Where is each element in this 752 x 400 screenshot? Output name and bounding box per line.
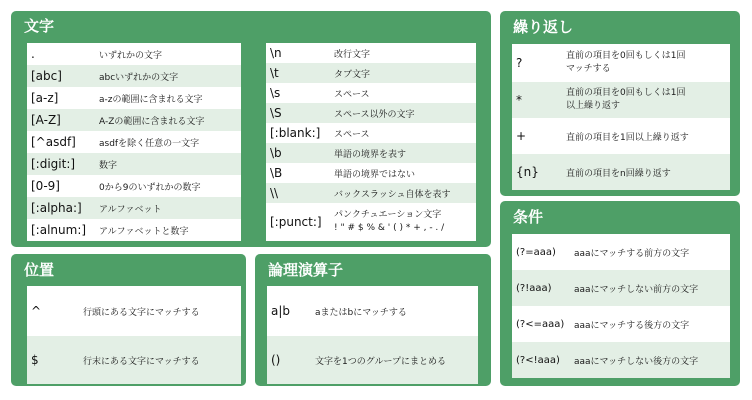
regex-symbol: \B xyxy=(270,166,283,180)
table-row xyxy=(27,153,241,175)
table-row xyxy=(266,103,476,123)
conditions-table xyxy=(512,234,730,378)
regex-symbol: [A-Z] xyxy=(27,109,95,131)
regex-description: aまたはbにマッチする xyxy=(315,307,407,318)
table-row xyxy=(512,270,730,306)
regex-description: a-zの範囲に含まれる文字 xyxy=(99,94,203,105)
table-row xyxy=(27,109,241,131)
table-row xyxy=(27,43,241,65)
position-title: 位置 xyxy=(24,261,55,279)
table-row xyxy=(512,234,730,270)
repetition-panel xyxy=(500,11,740,196)
regex-description: 直前の項目を1回以上繰り返す xyxy=(566,132,689,143)
regex-symbol: [a-z] xyxy=(31,91,59,105)
logic-title: 論理演算子 xyxy=(268,261,344,279)
regex-symbol: \t xyxy=(266,63,330,83)
position-table xyxy=(27,286,241,384)
table-row xyxy=(512,306,730,342)
table-row xyxy=(266,83,476,103)
logic-panel xyxy=(255,254,491,386)
table-row xyxy=(266,203,476,241)
regex-symbol: () xyxy=(267,336,311,384)
regex-symbol: ? xyxy=(516,56,523,70)
regex-description xyxy=(562,82,730,118)
table-row xyxy=(266,183,476,203)
regex-symbol: (?!aaa) xyxy=(512,270,570,306)
table-row xyxy=(267,336,478,384)
position-panel xyxy=(11,254,246,386)
regex-description: 行末にある文字にマッチする xyxy=(79,336,241,384)
table-row xyxy=(27,131,241,153)
regex-symbol: \s xyxy=(270,86,281,100)
regex-description: aaaにマッチしない前方の文字 xyxy=(570,270,730,306)
table-row xyxy=(266,143,476,163)
description-line: マッチする xyxy=(566,64,611,74)
regex-symbol: \b xyxy=(266,143,330,163)
regex-symbol: * xyxy=(512,82,562,118)
regex-symbol: (?<=aaa) xyxy=(516,318,565,330)
conditions-panel xyxy=(500,201,740,386)
regex-symbol: {n} xyxy=(512,154,562,190)
regex-description: いずれかの文字 xyxy=(99,50,163,61)
repetition-table xyxy=(512,44,730,190)
regex-symbol: [:blank:] xyxy=(270,126,321,140)
regex-description: abcいずれかの文字 xyxy=(95,65,241,87)
regex-description: 改行文字 xyxy=(334,49,371,60)
punct-characters: ! " # $ % & ' ( ) * + , - . / xyxy=(334,223,445,233)
regex-symbol: $ xyxy=(27,336,79,384)
regex-description xyxy=(330,203,476,241)
characters-right-table xyxy=(266,43,476,241)
characters-left-table xyxy=(27,43,241,241)
table-row xyxy=(27,65,241,87)
regex-symbol: [^asdf] xyxy=(31,135,76,149)
regex-symbol: . xyxy=(31,47,35,61)
table-row xyxy=(266,163,476,183)
regex-symbol: + xyxy=(516,129,527,143)
regex-symbol: [:alpha:] xyxy=(27,197,95,219)
table-row xyxy=(512,342,730,378)
regex-description: 0から9のいずれかの数字 xyxy=(99,182,201,193)
table-row xyxy=(266,43,476,63)
regex-description: aaaにマッチする前方の文字 xyxy=(574,248,690,259)
regex-description: バックスラッシュ自体を表す xyxy=(330,183,476,203)
table-row xyxy=(27,336,241,384)
regex-description: aaaにマッチしない後方の文字 xyxy=(570,342,730,378)
table-row xyxy=(27,286,241,336)
table-row xyxy=(512,154,730,190)
characters-title: 文字 xyxy=(24,17,55,35)
regex-symbol: (?<!aaa) xyxy=(512,342,570,378)
punct-description: パンクチュエーション文字 xyxy=(334,210,442,220)
regex-symbol: [:punct:] xyxy=(270,215,322,229)
regex-symbol: ^ xyxy=(31,304,42,318)
table-row xyxy=(27,87,241,109)
regex-description: 直前の項目をn回繰り返す xyxy=(562,154,730,190)
regex-description: 行頭にある文字にマッチする xyxy=(83,307,200,318)
regex-symbol: [:alnum:] xyxy=(31,223,87,237)
characters-panel xyxy=(11,11,491,247)
regex-description: スペース xyxy=(334,129,370,140)
regex-description: aaaにマッチする後方の文字 xyxy=(574,320,690,331)
regex-description xyxy=(562,44,730,82)
table-row xyxy=(512,82,730,118)
description-line: 直前の項目を0回もしくは1回 xyxy=(566,51,686,61)
regex-symbol: \n xyxy=(270,46,282,60)
table-row xyxy=(27,175,241,197)
table-row xyxy=(266,63,476,83)
table-row xyxy=(27,197,241,219)
regex-description: 単語の境界ではない xyxy=(334,169,416,180)
repetition-title: 繰り返し xyxy=(513,18,574,36)
regex-description: アルファベットと数字 xyxy=(99,226,189,237)
regex-symbol: [0-9] xyxy=(31,179,60,193)
regex-description: 文字を1つのグループにまとめる xyxy=(311,336,478,384)
regex-symbol: [abc] xyxy=(27,65,95,87)
regex-symbol: [:digit:] xyxy=(27,153,95,175)
table-row xyxy=(512,118,730,154)
regex-description: 単語の境界を表す xyxy=(330,143,476,163)
regex-description: アルファベット xyxy=(95,197,241,219)
description-line: 以上繰り返す xyxy=(566,101,621,111)
table-row xyxy=(512,44,730,82)
regex-symbol: \\ xyxy=(266,183,330,203)
regex-description: A-Zの範囲に含まれる文字 xyxy=(95,109,241,131)
table-row xyxy=(27,219,241,241)
logic-table xyxy=(267,286,478,384)
regex-description: asdfを除く任意の一文字 xyxy=(99,138,200,149)
regex-description: タブ文字 xyxy=(330,63,476,83)
regex-description: 数字 xyxy=(95,153,241,175)
regex-symbol: (?=aaa) xyxy=(516,246,556,258)
regex-symbol: \S xyxy=(266,103,330,123)
conditions-title: 条件 xyxy=(513,208,544,226)
regex-description: スペース以外の文字 xyxy=(330,103,476,123)
description-line: 直前の項目を0回もしくは1回 xyxy=(566,88,686,98)
regex-symbol: a|b xyxy=(271,304,291,318)
table-row xyxy=(266,123,476,143)
table-row xyxy=(267,286,478,336)
regex-description: スペース xyxy=(334,89,370,100)
